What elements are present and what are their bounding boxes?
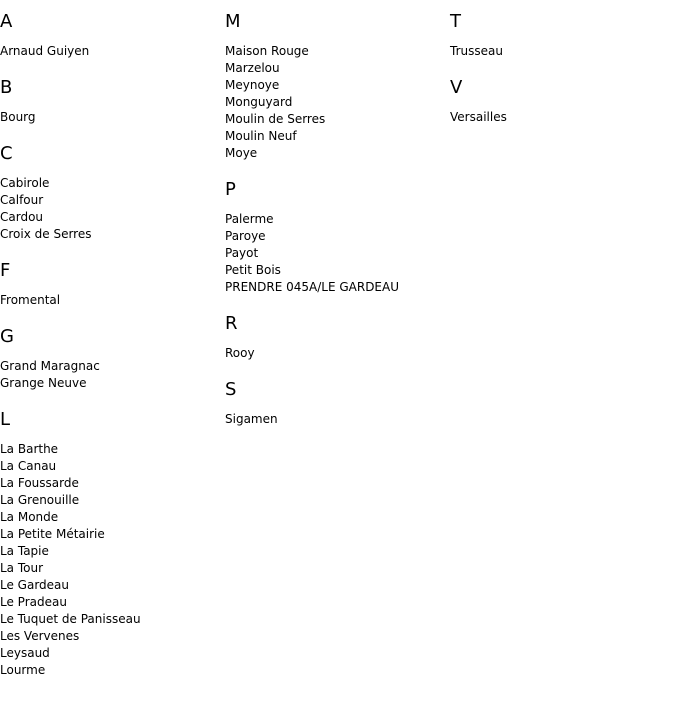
letter-heading: L [0,409,11,430]
letter-group [0,10,225,60]
stop-list [0,441,225,679]
stop-link[interactable]: La Monde [0,510,59,524]
stop-link[interactable]: La Tapie [0,544,49,558]
stop-link[interactable]: La Tour [0,561,44,575]
stop-list [0,358,225,392]
stop-link[interactable]: Maison Rouge [225,44,309,58]
stop-link[interactable]: Rooy [225,346,255,360]
stop-list [0,43,225,60]
letter-heading: G [0,326,14,347]
stop-link[interactable]: Grange Neuve [0,376,87,390]
letter-heading: V [450,77,463,98]
stop-list [225,43,450,162]
stop-link[interactable]: Croix de Serres [0,227,92,241]
stop-link[interactable]: Grand Maragnac [0,359,100,373]
stop-link[interactable]: Bourg [0,110,36,124]
letter-group [0,142,225,243]
index-column [225,10,450,444]
stop-list [225,345,450,362]
letter-heading: T [450,11,461,32]
stop-link[interactable]: Lourme [0,663,46,677]
letter-group [225,10,450,162]
stop-link[interactable]: Moye [225,146,258,160]
stop-link[interactable]: Le Tuquet de Panisseau [0,612,141,626]
stop-list [225,211,450,296]
stop-link[interactable]: La Grenouille [0,493,80,507]
stop-link[interactable]: Petit Bois [225,263,281,277]
letter-group [0,325,225,392]
stop-link[interactable]: Leysaud [0,646,50,660]
letter-group [0,408,225,679]
stop-list [450,109,675,126]
stop-link[interactable]: Les Vervenes [0,629,80,643]
stop-link[interactable]: Sigamen [225,412,278,426]
stop-link[interactable]: Cardou [0,210,44,224]
stop-link[interactable]: Le Gardeau [0,578,70,592]
stop-list [0,175,225,243]
stop-list [225,411,450,428]
stop-link[interactable]: Paroye [225,229,266,243]
stop-link[interactable]: Cabirole [0,176,50,190]
letter-heading: M [225,11,241,32]
stop-link[interactable]: Payot [225,246,259,260]
stop-link[interactable]: Le Pradeau [0,595,67,609]
stop-link[interactable]: Monguyard [225,95,293,109]
stop-link[interactable]: Versailles [450,110,507,124]
letter-group [225,312,450,362]
letter-group [0,76,225,126]
letter-heading: B [0,77,13,98]
index-column [450,10,675,142]
stop-list [450,43,675,60]
stop-link[interactable]: Palerme [225,212,274,226]
letter-heading: R [225,313,238,334]
stop-list [0,109,225,126]
index-column [0,10,225,695]
stop-link[interactable]: La Barthe [0,442,59,456]
letter-heading: A [0,11,13,32]
stop-link[interactable]: Moulin Neuf [225,129,297,143]
stop-link[interactable]: Arnaud Guiyen [0,44,90,58]
letter-group [225,178,450,296]
stop-list [0,292,225,309]
letter-heading: F [0,260,11,281]
stop-link[interactable]: La Petite Métairie [0,527,105,541]
letter-group [0,259,225,309]
stop-link[interactable]: La Foussarde [0,476,79,490]
stop-link[interactable]: Trusseau [450,44,503,58]
stop-link[interactable]: Moulin de Serres [225,112,326,126]
letter-heading: S [225,379,237,400]
letter-group [450,10,675,60]
stop-link[interactable]: Calfour [0,193,44,207]
stop-link[interactable]: Meynoye [225,78,280,92]
stop-link[interactable]: PRENDRE 045A/LE GARDEAU [225,280,400,294]
letter-heading: P [225,179,236,200]
stop-link[interactable]: La Canau [0,459,57,473]
stop-link[interactable]: Marzelou [225,61,280,75]
letter-group [450,76,675,126]
letter-group [225,378,450,428]
letter-heading: C [0,143,13,164]
stop-link[interactable]: Fromental [0,293,61,307]
